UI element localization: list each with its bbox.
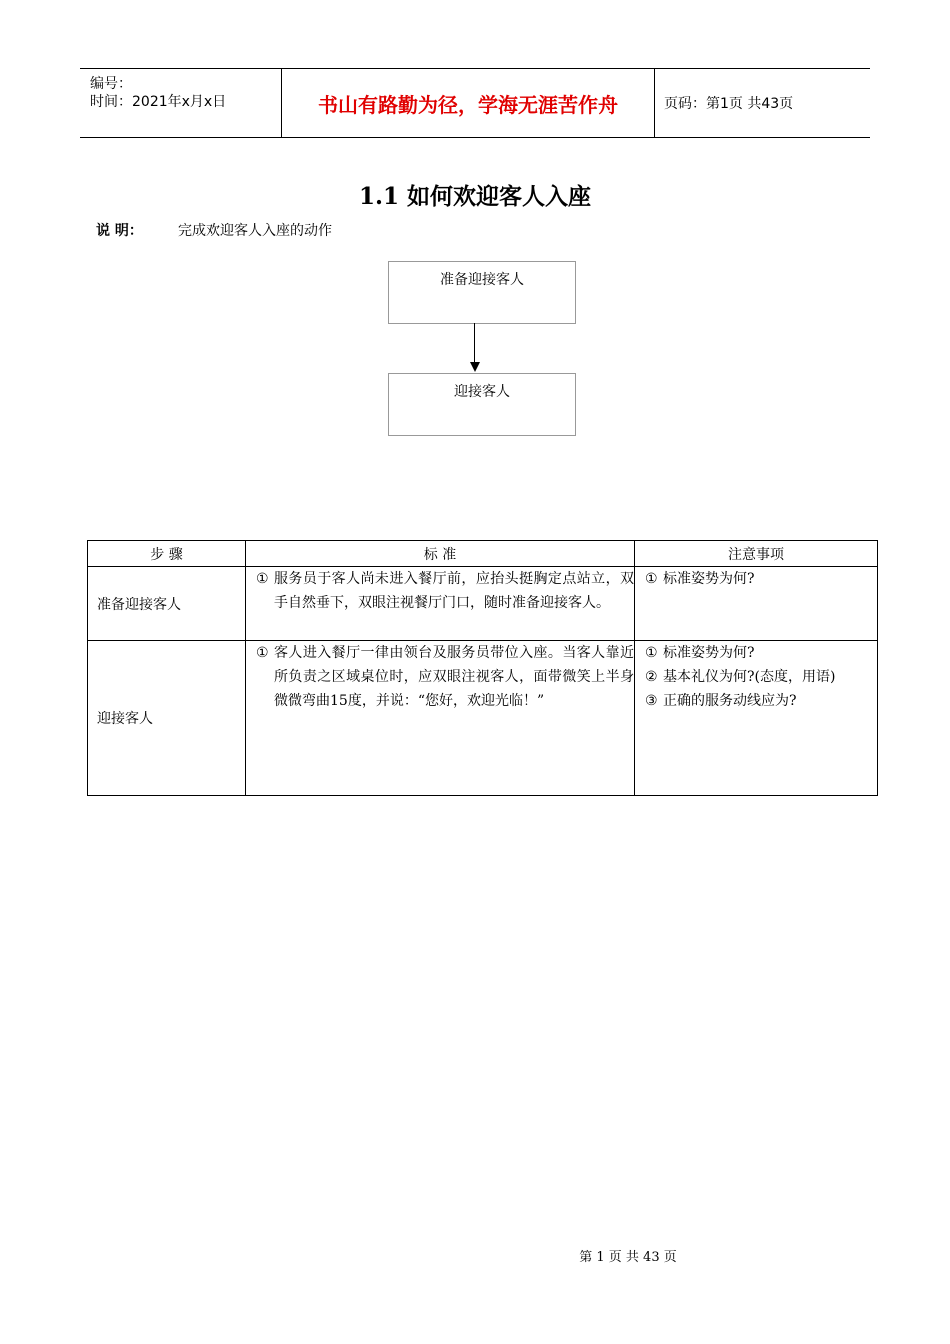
header-standard: 标 准 [246,541,635,567]
item-text: 基本礼仪为何?(态度，用语) [663,669,836,685]
flow-arrow-line [474,323,475,363]
page-header [80,68,870,138]
item-number: ③ [645,693,658,709]
notes-cell [635,567,878,641]
standard-cell [246,567,635,641]
step-cell: 迎接客人 [88,641,246,796]
header-motto: 书山有路勤为径，学海无涯苦作舟 [281,69,655,137]
flow-box-prepare-label: 准备迎接客人 [440,272,524,288]
note-item [635,567,877,591]
page-title: 1.1 如何欢迎客人入座 [358,183,592,210]
header-step: 步 骤 [88,541,246,567]
header-notes: 注意事项 [635,541,878,567]
description-label: 说 明： [96,223,143,239]
step-cell: 准备迎接客人 [88,567,246,641]
note-item [635,689,877,713]
item-number: ① [256,645,269,661]
standard-cell [246,641,635,796]
time-label: 时间：2021年x月x日 [90,94,227,110]
header-left-cell [80,69,281,137]
flow-box-prepare [388,261,576,324]
standard-item [246,641,634,713]
item-text: 标准姿势为何? [663,571,755,587]
steps-table [87,540,878,796]
item-text: 客人进入餐厅一律由领台及服务员带位入座。当客人靠近所负责之区域桌位时，应双眼注视客人，面带微笑上半身微微弯曲15度，并说：“您好，欢迎光临！” [274,645,634,709]
standard-item [246,567,634,615]
flow-box-welcome [388,373,576,436]
item-text: 服务员于客人尚未进入餐厅前，应抬头挺胸定点站立，双手自然垂下，双眼注视餐厅门口，随时准备迎接客人。 [274,571,634,611]
notes-cell [635,641,878,796]
item-number: ① [256,571,269,587]
description-text: 完成欢迎客人入座的动作 [178,223,332,239]
item-text: 标准姿势为何? [663,645,755,661]
note-item [635,641,877,665]
page-footer: 第 1 页 共 43 页 [579,1250,677,1265]
flow-arrow-head-icon [470,362,480,372]
page-info: 页码：第1页 共43页 [664,96,794,112]
table-header-row [88,541,878,567]
item-number: ① [645,571,658,587]
item-text: 正确的服务动线应为? [663,693,797,709]
flow-box-welcome-label: 迎接客人 [454,384,510,400]
table-row [88,641,878,796]
item-number: ① [645,645,658,661]
note-item [635,665,877,689]
table-row [88,567,878,641]
number-label: 编号： [90,76,132,92]
description [96,220,332,240]
item-number: ② [645,669,658,685]
